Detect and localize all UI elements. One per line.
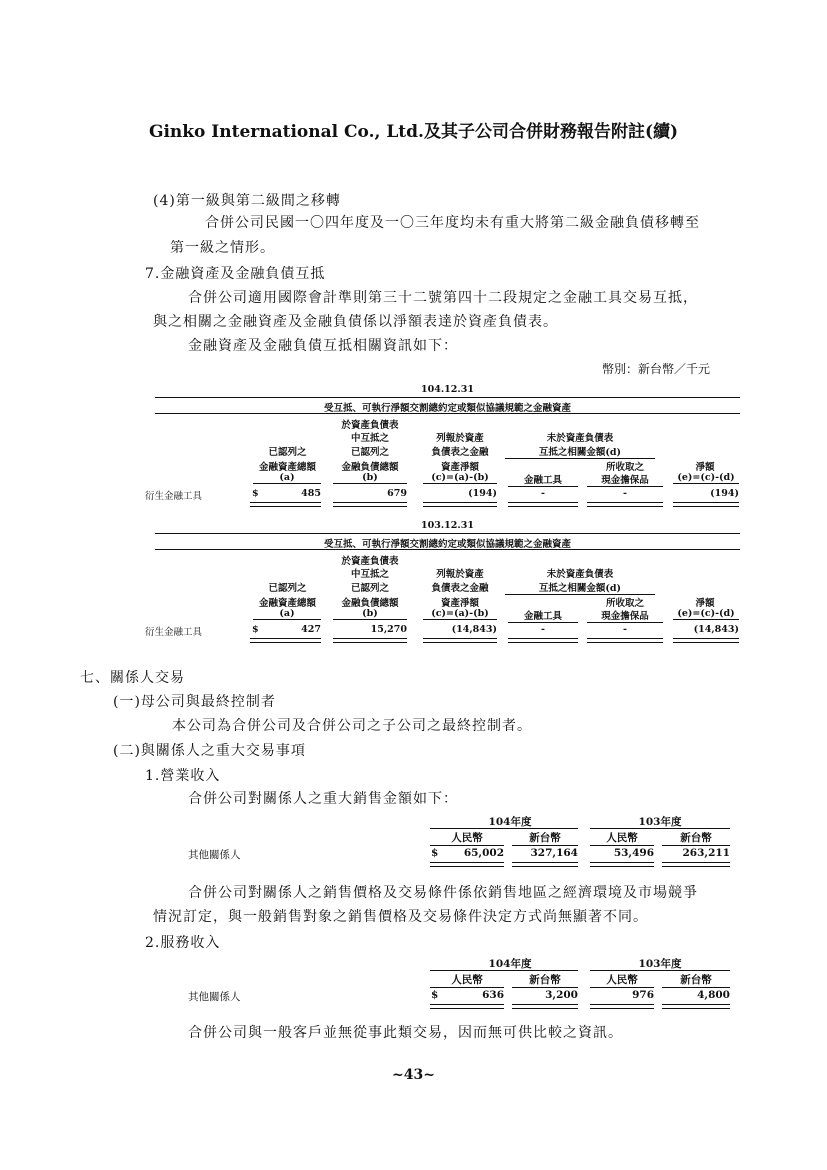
paragraph-line: 合併公司對關係人之銷售價格及交易條件係依銷售地區之經濟環境及市場競爭 (188, 885, 698, 901)
paragraph-line: 第一級之情形。 (170, 240, 275, 256)
row-label: 其他關係人 (188, 991, 241, 1003)
currency-symbol: $ (252, 488, 259, 499)
header-col-e: (e)=(c)-(d) (673, 472, 739, 484)
row-label: 其他關係人 (188, 849, 241, 861)
header-col-d2: 所收取之 (605, 598, 644, 609)
value-cell: 53,496 (613, 847, 654, 859)
header-col-c: (c)=(a)-(b) (423, 472, 497, 484)
table-date: 103.12.31 (421, 520, 474, 531)
col-header-ntd: 新台幣 (662, 830, 730, 846)
value-cell: 65,002 (463, 847, 504, 859)
paragraph-line: 合併公司對關係人之重大銷售金額如下： (188, 791, 458, 807)
value-d2: - (623, 488, 627, 499)
value-cell: 3,200 (545, 989, 578, 1001)
header-col-c: (c)=(a)-(b) (423, 608, 497, 620)
header-group-d: 未於資產負債表 (546, 569, 614, 580)
paragraph-line: 合併公司與一般客戶並無從事此類交易，因而無可供比較之資訊。 (188, 1025, 623, 1041)
col-header-ntd: 新台幣 (512, 972, 578, 988)
header-col-e: 淨額 (695, 462, 715, 473)
value-e: (14,843) (693, 624, 739, 635)
header-col-b: 中互抵之 (350, 433, 389, 444)
table-date: 104.12.31 (421, 384, 474, 395)
paragraph-line: 金融資產及金融負債互抵相關資訊如下： (188, 338, 458, 354)
header-col-d2: 所收取之 (605, 462, 644, 473)
value-c: (14,843) (451, 624, 497, 635)
value-d1: - (541, 624, 545, 635)
value-cell: 976 (632, 989, 654, 1001)
value-b: 15,270 (370, 624, 407, 635)
currency-symbol: $ (431, 989, 439, 1001)
subsection-heading: (一)母公司與最終控制者 (113, 694, 276, 710)
year-header: 103年度 (638, 958, 682, 970)
table-subtitle: 受互抵、可執行淨額交割總約定或類似協議規範之金融資產 (323, 403, 571, 414)
header-col-b: 已認列之 (350, 447, 389, 458)
item-heading: 1.營業收入 (145, 768, 221, 784)
page-number: ~43~ (392, 1067, 435, 1083)
paragraph-line: 合併公司適用國際會計準則第三十二號第四十二段規定之金融工具交易互抵， (188, 290, 698, 306)
value-cell: 263,211 (682, 847, 730, 859)
header-col-c: 資產淨額 (440, 598, 479, 609)
value-cell: 327,164 (530, 847, 578, 859)
value-e: (194) (710, 488, 739, 499)
header-col-b: 中互抵之 (350, 569, 389, 580)
value-cell: 636 (482, 989, 504, 1001)
section-heading-related: 七、關係人交易 (80, 670, 185, 686)
value-d2: - (623, 624, 627, 635)
header-col-a: 已認列之 (268, 447, 307, 458)
header-col-c: 負債表之金融 (431, 583, 489, 594)
unit-note: 幣別：新台幣／千元 (602, 362, 711, 376)
header-col-b: 已認列之 (350, 583, 389, 594)
header-col-d1: 金融工具 (508, 472, 578, 487)
header-col-d2: 現金擔保品 (587, 608, 663, 623)
header-col-d1: 金融工具 (508, 608, 578, 623)
paragraph-line: 與之相關之金融資產及金融負債係以淨額表達於資產負債表。 (153, 314, 558, 330)
header-col-c: 負債表之金融 (431, 447, 489, 458)
value-a: 485 (301, 488, 321, 499)
year-header: 103年度 (638, 816, 682, 828)
header-group-d: 未於資產負債表 (546, 433, 614, 444)
value-cell: 4,800 (697, 989, 730, 1001)
value-c: (194) (468, 488, 497, 499)
paragraph-line: 情況訂定，與一般銷售對象之銷售價格及交易條件決定方式尚無顯著不同。 (153, 909, 648, 925)
item-heading: 2.服務收入 (145, 935, 221, 951)
col-header-ntd: 新台幣 (662, 972, 730, 988)
row-label: 衍生金融工具 (145, 627, 203, 638)
header-col-a: 已認列之 (268, 583, 307, 594)
row-label: 衍生金融工具 (145, 491, 203, 502)
section-heading-transfer: (4)第一級與第二級間之移轉 (153, 193, 341, 209)
header-col-d2: 現金擔保品 (587, 472, 663, 487)
header-col-a: 金融資產總額 (258, 598, 316, 609)
subsection-heading: (二)與關係人之重大交易事項 (113, 743, 306, 759)
value-d1: - (541, 488, 545, 499)
header-group-d: 互抵之相關金額(d) (505, 580, 655, 595)
header-col-c: 列報於資產 (436, 569, 484, 580)
header-col-b: 於資產負債表 (341, 420, 399, 431)
page-title: Ginko International Co., Ltd.及其子公司合併財務報告附註(續) (148, 122, 679, 142)
header-col-b: (b) (333, 472, 407, 484)
header-col-c: 列報於資產 (436, 433, 484, 444)
header-col-c: 資產淨額 (440, 462, 479, 473)
header-group-d: 互抵之相關金額(d) (505, 444, 655, 459)
value-b: 679 (387, 488, 407, 499)
col-header-rmb: 人民幣 (590, 972, 654, 988)
currency-symbol: $ (431, 847, 439, 859)
paragraph-line: 本公司為合併公司及合併公司之子公司之最終控制者。 (172, 718, 532, 734)
year-header: 104年度 (488, 816, 532, 828)
table-subtitle: 受互抵、可執行淨額交割總約定或類似協議規範之金融資產 (323, 539, 571, 550)
value-a: 427 (301, 624, 321, 635)
col-header-rmb: 人民幣 (430, 830, 504, 846)
col-header-rmb: 人民幣 (590, 830, 654, 846)
header-col-b: 於資產負債表 (341, 556, 399, 567)
header-col-b: 金融負債總額 (341, 462, 399, 473)
paragraph-line: 合併公司民國一〇四年度及一〇三年度均未有重大將第二級金融負債移轉至 (205, 215, 700, 231)
header-col-a: (a) (253, 608, 321, 620)
header-col-b: 金融負債總額 (341, 598, 399, 609)
header-col-e: 淨額 (695, 598, 715, 609)
header-col-a: 金融資產總額 (258, 462, 316, 473)
col-header-rmb: 人民幣 (430, 972, 504, 988)
col-header-ntd: 新台幣 (512, 830, 578, 846)
header-col-e: (e)=(c)-(d) (673, 608, 739, 620)
header-col-b: (b) (333, 608, 407, 620)
year-header: 104年度 (488, 958, 532, 970)
header-col-a: (a) (253, 472, 321, 484)
section-heading-offset: 7.金融資產及金融負債互抵 (145, 266, 326, 282)
currency-symbol: $ (252, 624, 259, 635)
